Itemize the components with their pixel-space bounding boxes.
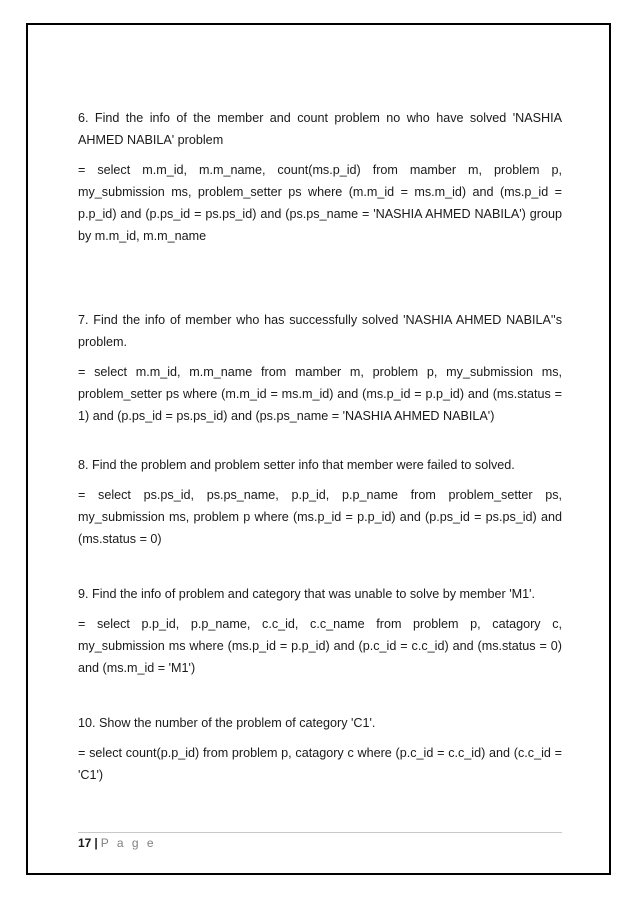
query-item-8: [78, 454, 562, 550]
question-7: 7. Find the info of member who has successfully solved 'NASHIA AHMED NABILA''s problem.: [78, 313, 562, 349]
question-9: 9. Find the info of problem and category that was unable to solve by member 'M1'.: [78, 587, 536, 601]
document-body: [78, 107, 562, 782]
answer-9: = select p.p_id, p.p_name, c.c_id, c.c_name from problem p, catagory c, my_submission ms where (ms.p_id = p.p_id) and (p.c_id = c.c_id) and (ms.status = 0) and (ms.m_id = 'M1'): [78, 617, 562, 675]
query-item-7: [78, 309, 562, 427]
page-label: P a g e: [100, 836, 157, 850]
question-6: 6. Find the info of the member and count problem no who have solved 'NASHIA AHMED NABILA' problem: [78, 111, 562, 147]
answer-6: = select m.m_id, m.m_name, count(ms.p_id) from mamber m, problem p, my_submission ms, problem_setter ps where (m.m_id = ms.m_id) and (ms.p_id = p.p_id) and (p.ps_id = ps.ps_id) and (ps.ps_name = 'NASHIA AHMED NABILA') group by m.m_id, m.m_name: [78, 163, 562, 243]
question-8: 8. Find the problem and problem setter info that member were failed to solved.: [78, 458, 515, 472]
answer-8: = select ps.ps_id, ps.ps_name, p.p_id, p.p_name from problem_setter ps, my_submission ms, problem p where (ms.p_id = p.p_id) and (p.ps_id = ps.ps_id) and (ms.status = 0): [78, 488, 562, 546]
answer-7: = select m.m_id, m.m_name from mamber m, problem p, my_submission ms, problem_setter ps where (m.m_id = ms.m_id) and (ms.p_id = p.p_id) and (ms.status = 1) and (p.ps_id = ps.ps_id) and (ps.ps_name = 'NASHIA AHMED NABILA'): [78, 365, 562, 423]
footer-separator: |: [94, 836, 98, 850]
page-footer: [78, 835, 156, 851]
page-number: 17: [78, 836, 92, 850]
query-item-10: [78, 712, 562, 786]
footer-divider: [78, 832, 562, 833]
query-item-9: [78, 583, 562, 679]
question-10: 10. Show the number of the problem of category 'C1'.: [78, 716, 376, 730]
query-item-6: [78, 107, 562, 247]
answer-10: = select count(p.p_id) from problem p, catagory c where (p.c_id = c.c_id) and (c.c_id = 'C1'): [78, 746, 562, 782]
